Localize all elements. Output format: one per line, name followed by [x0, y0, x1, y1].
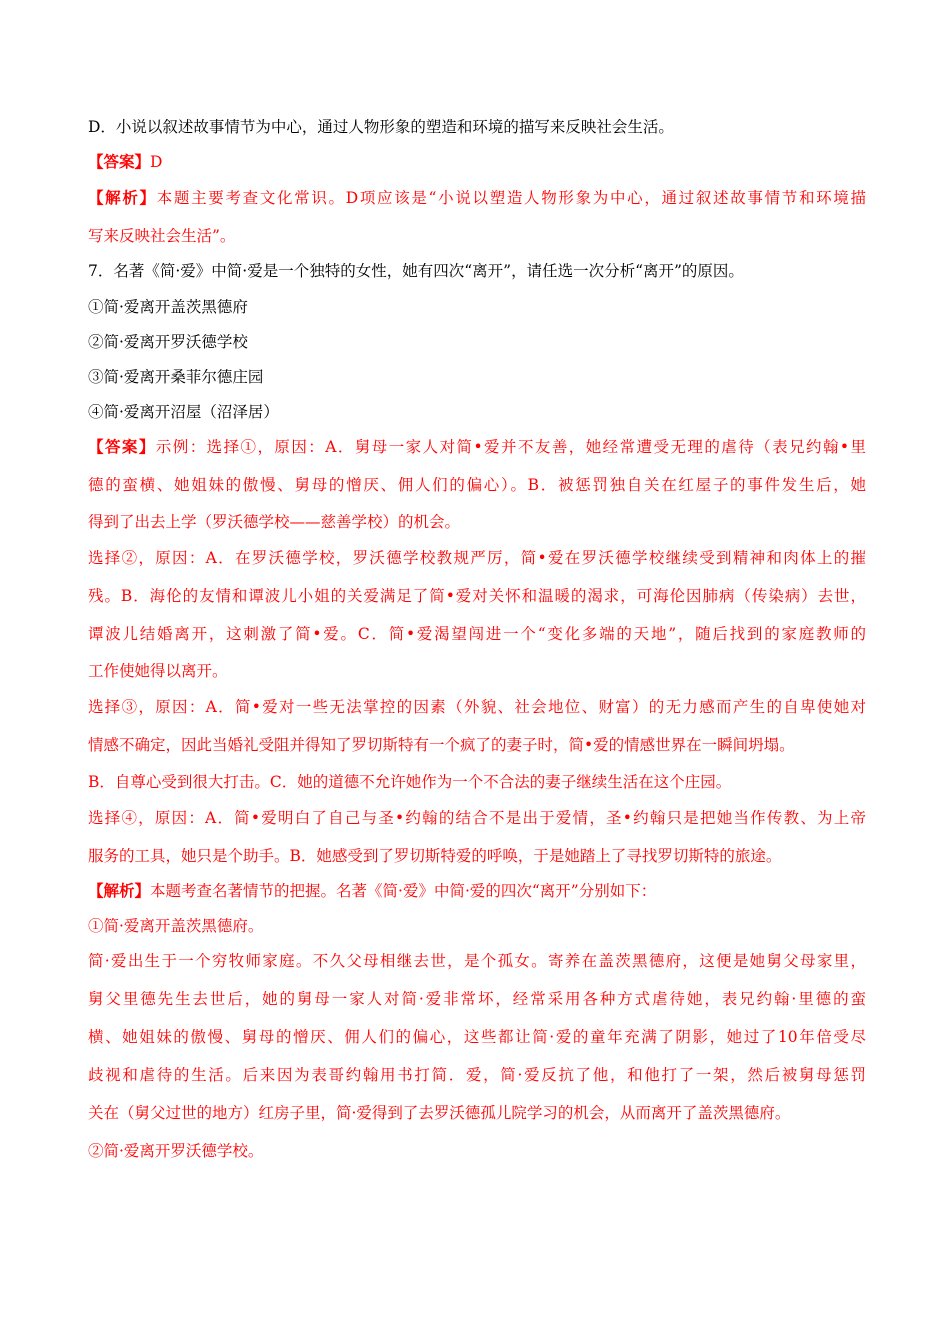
analysis-line: 关在（舅父过世的地方）红房子里，简·爱得到了去罗沃德孤儿院学习的机会，从而离开了盖茨黑德府。 — [88, 1104, 791, 1122]
answer-line: 得到了出去上学（罗沃德学校——慈善学校）的机会。 — [88, 513, 461, 531]
answer-tag: 【答案】 — [88, 437, 156, 456]
text: D．小说以叙述故事情节为中心，通过人物形象的塑造和环境的描写来反映社会生活。 — [88, 118, 674, 136]
option-1: ①简·爱离开盖茨黑德府 — [88, 298, 248, 316]
answer-line: 谭波儿结婚离开，这刺激了简•爱。C．简•爱渴望闯进一个“变化多端的天地”，随后找到的家庭教师的 — [88, 625, 866, 643]
analysis-tag: 【解析】 — [88, 188, 157, 207]
answer-text: D — [150, 153, 163, 171]
analysis-text: 本题主要考查文化常识。D项应该是“小说以塑造人物形象为中心，通过叙述故事情节和环境描 — [156, 189, 866, 207]
answer-line: 选择②，原因：A．在罗沃德学校，罗沃德学校教规严厉，简•爱在罗沃德学校继续受到精神和肉体上的摧 — [88, 549, 866, 567]
analysis-line: ①简·爱离开盖茨黑德府。 — [88, 917, 264, 935]
option-3: ③简·爱离开桑菲尔德庄园 — [88, 368, 264, 386]
answer-line: 选择④，原因：A．简•爱明白了自己与圣•约翰的结合不是出于爱情，圣•约翰只是把她当作传教、为上帝 — [88, 809, 866, 827]
analysis-6 — [88, 187, 866, 209]
analysis-tag: 【解析】 — [88, 881, 151, 900]
answer-line: 残。B．海伦的友情和谭波儿小姐的关爱满足了简•爱对关怀和温暖的渴求，可海伦因肺病（传染病）去世， — [88, 587, 866, 605]
option-d — [88, 116, 866, 138]
analysis-line: 歧视和虐待的生活。后来因为表哥约翰用书打简．爱，简·爱反抗了他，和他打了一架，然后被舅母惩罚 — [88, 1066, 866, 1084]
analysis-6-cont: 写来反映社会生活”。 — [88, 227, 236, 245]
answer-text: 示例：选择①，原因：A．舅母一家人对简•爱并不友善，她经常遭受无理的虐待（表兄约翰•里 — [155, 438, 866, 456]
analysis-line: 横、她姐妹的傲慢、舅母的憎厌、佣人们的偏心，这些都让简·爱的童年充满了阴影，她过了10年倍受尽 — [88, 1028, 866, 1046]
answer-7 — [88, 436, 866, 458]
answer-6 — [88, 151, 866, 173]
analysis-7 — [88, 880, 866, 902]
option-4: ④简·爱离开沼屋（沼泽居） — [88, 403, 279, 421]
answer-line: 情感不确定，因此当婚礼受阻并得知了罗切斯特有一个疯了的妻子时，简•爱的情感世界在一瞬间坍塌。 — [88, 736, 795, 754]
answer-line: 工作使她得以离开。 — [88, 662, 228, 680]
answer-line: 选择③，原因：A．简•爱对一些无法掌控的因素（外貌、社会地位、财富）的无力感而产生的自卑使她对 — [88, 698, 866, 716]
analysis-line: 简·爱出生于一个穷牧师家庭。不久父母相继去世，是个孤女。寄养在盖茨黑德府，这便是她舅父母家里， — [88, 952, 866, 970]
answer-line: B．自尊心受到很大打击。C．她的道德不允许她作为一个不合法的妻子继续生活在这个庄园。 — [88, 773, 732, 791]
answer-line: 德的蛮横、她姐妹的傲慢、舅母的憎厌、佣人们的偏心）。B．被惩罚独自关在红屋子的事件发生后，她 — [88, 476, 866, 494]
option-2: ②简·爱离开罗沃德学校 — [88, 333, 248, 351]
analysis-line: ②简·爱离开罗沃德学校。 — [88, 1142, 264, 1160]
answer-line: 服务的工具，她只是个助手。B．她感受到了罗切斯特爱的呼唤，于是她踏上了寻找罗切斯特的旅途。 — [88, 847, 782, 865]
question-7: 7．名著《简·爱》中简·爱是一个独特的女性，她有四次“离开”，请任选一次分析“离开”的原因。 — [88, 262, 744, 280]
analysis-line: 舅父里德先生去世后，她的舅母一家人对简·爱非常坏，经常采用各种方式虐待她，表兄约翰·里德的蛮 — [88, 990, 866, 1008]
analysis-text: 本题考查名著情节的把握。名著《简·爱》中简·爱的四次“离开”分别如下： — [150, 882, 657, 900]
answer-tag: 【答案】 — [88, 152, 151, 171]
